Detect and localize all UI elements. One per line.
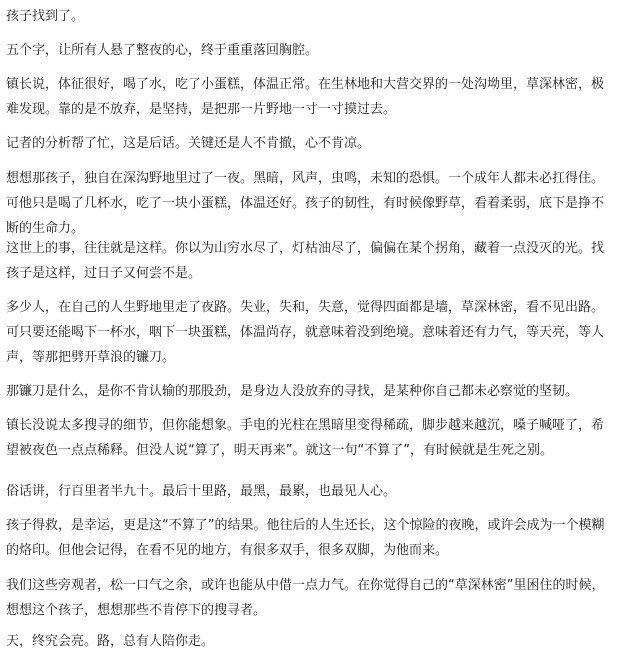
paragraph-2: 五个字，让所有人悬了整夜的心，终于重重落回胸腔。	[6, 43, 319, 58]
paragraph-6: 这世上的事，往往就是这样。你以为山穷水尽了，灯枯油尽了，偏偏在某个拐角，藏着一点没灭的光。找孩子是这样，过日子又何尝不是。	[6, 241, 605, 281]
paragraph-1: 孩子找到了。	[6, 9, 85, 24]
paragraph-12: 我们这些旁观者，松一口气之余，或许也能从中借一点力气。在你觉得自己的“草深林密”里困住的时候，想想这个孩子，想想那些不肯停下的搜寻者。	[6, 578, 605, 618]
paragraph-7: 多少人，在自己的人生野地里走了夜路。失业，失和，失意，觉得四面都是墙，草深林密，看不见出路。可只要还能喝下一杯水，咽下一块蛋糕，体温尚存，就意味着没到绝境。意味着还有力气，等天亮，等人声，等那把劈开草浪的镰刀。	[6, 300, 605, 365]
paragraph-3: 镇长说，体征很好，喝了水，吃了小蛋糕，体温正常。在生林地和大营交界的一处沟坳里，草深林密，极难发现。靠的是不放弃，是坚持，是把那一片野地一寸一寸摸过去。	[6, 77, 605, 117]
paragraph-13: 天，终究会亮。路，总有人陪你走。	[6, 634, 215, 649]
paragraph-11: 孩子得救，是幸运，更是这“不算了”的结果。他往后的人生还长，这个惊险的夜晚，或许会成为一个模糊的烙印。但他会记得，在看不见的地方，有很多双手，很多双脚，为他而来。	[6, 518, 605, 558]
paragraph-8: 那镰刀是什么，是你不肯认输的那股劲，是身边人没放弃的寻找，是某种你自己都未必察觉的坚韧。	[6, 384, 579, 399]
paragraph-10: 俗话讲，行百里者半九十。最后十里路，最黑，最累，也最见人心。	[6, 484, 397, 499]
paragraph-4: 记者的分析帮了忙，这是后话。关键还是人不肯撤，心不肯凉。	[6, 136, 371, 151]
paragraph-5: 想想那孩子，独自在深沟野地里过了一夜。黑暗，风声，虫鸣，未知的恐惧。一个成年人都未必扛得住。可他只是喝了几杯水，吃了一块小蛋糕，体温还好。孩子的韧性，有时候像野草，看着柔弱，底下是挣不断的生命力。	[6, 171, 605, 236]
paragraph-9: 镇长没说太多搜寻的细节，但你能想象。手电的光柱在黑暗里变得稀疏，脚步越来越沉，嗓子喊哑了，希望被夜色一点点稀释。但没人说“算了，明天再来”。就这一句“不算了”，有时候就是生死之别。	[6, 418, 605, 458]
